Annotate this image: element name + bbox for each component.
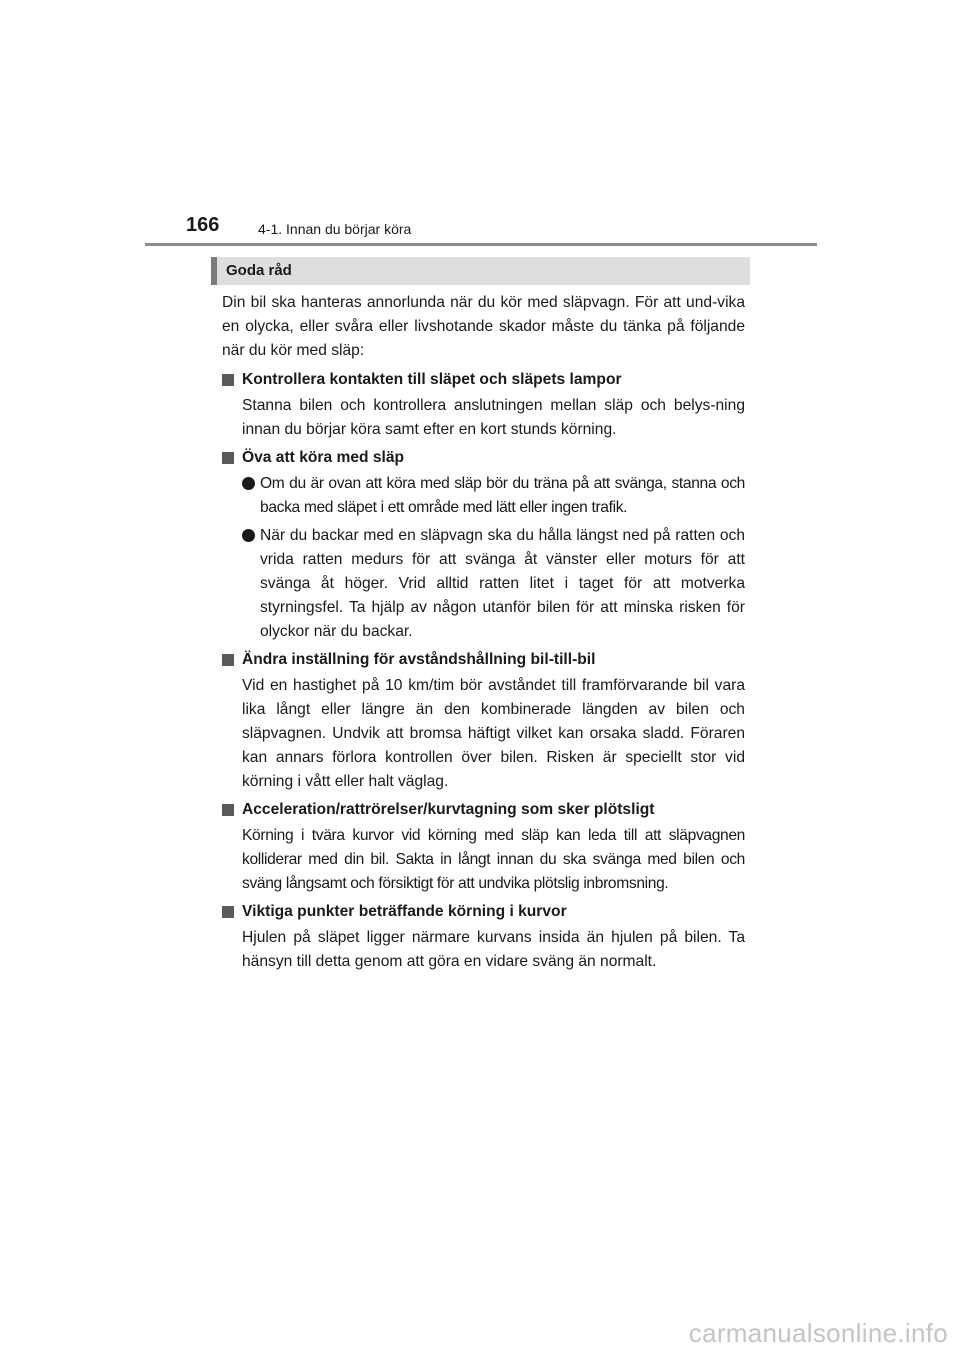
square-bullet-icon — [222, 804, 234, 816]
heading-text: Kontrollera kontakten till släpet och släpets lampor — [242, 371, 622, 388]
section-heading — [222, 368, 745, 392]
section-heading — [222, 648, 745, 672]
section-heading — [222, 900, 745, 924]
heading-text: Acceleration/rattrörelser/kurvtagning som sker plötsligt — [242, 801, 655, 818]
list-item — [222, 524, 745, 644]
square-bullet-icon — [222, 654, 234, 666]
list-item-text: Om du är ovan att köra med släp bör du träna på att svänga, stanna och backa med släpet i ett område med lätt eller ingen trafik. — [260, 475, 745, 516]
header-rule — [145, 243, 817, 246]
heading-text: Viktiga punkter beträffande körning i kurvor — [242, 903, 567, 920]
circle-bullet-icon — [242, 477, 255, 490]
square-bullet-icon — [222, 374, 234, 386]
page-number: 166 — [186, 214, 220, 236]
circle-bullet-icon — [242, 529, 255, 542]
square-bullet-icon — [222, 452, 234, 464]
square-bullet-icon — [222, 906, 234, 918]
section-body: Hjulen på släpet ligger närmare kurvans insida än hjulen på bilen. Ta hänsyn till detta genom att göra en vidare sväng än normalt. — [242, 929, 745, 970]
section-body: Vid en hastighet på 10 km/tim bör avståndet till framförvarande bil vara lika långt eller längre än den kombinerade längden av bilen och släpvagnen. Undvik att bromsa häftigt vilket kan orsaka sladd. Föraren kan annars förlora kontrollen över bilen. Risken är speciellt stor vid körning i vått eller halt väglag. — [242, 677, 745, 790]
section-body: Stanna bilen och kontrollera anslutningen mellan släp och belys-ning innan du börjar köra samt efter en kort stunds körning. — [242, 397, 745, 438]
intro-paragraph: Din bil ska hanteras annorlunda när du kör med släpvagn. För att und-vika en olycka, eller svåra eller livshotande skador måste du tänka på följande när du kör med släp: — [222, 294, 745, 359]
list-item-text: När du backar med en släpvagn ska du hålla längst ned på ratten och vrida ratten medurs för att svänga åt vänster eller moturs för att svänga åt höger. Vrid alltid ratten litet i taget för att motverka styrningsfel. Ta hjälp av någon utanför bilen för att minska risken för olyckor när du backar. — [260, 527, 745, 640]
section-body: Körning i tvära kurvor vid körning med släp kan leda till att släpvagnen kolliderar med din bil. Sakta in långt innan du ska svänga med bilen och sväng långsamt och försiktigt för att undvika plötslig inbromsning. — [242, 827, 745, 892]
heading-text: Öva att köra med släp — [242, 449, 405, 466]
list-item — [222, 472, 745, 520]
heading-text: Ändra inställning för avståndshållning bil-till-bil — [242, 651, 596, 668]
content — [222, 291, 745, 978]
section-heading — [222, 446, 745, 470]
box-title-bar — [211, 257, 750, 285]
section-label: 4-1. Innan du börjar köra — [258, 221, 412, 237]
section-heading — [222, 798, 745, 822]
box-title: Goda råd — [226, 262, 292, 279]
watermark: carmanualsonline.info — [688, 1318, 948, 1348]
